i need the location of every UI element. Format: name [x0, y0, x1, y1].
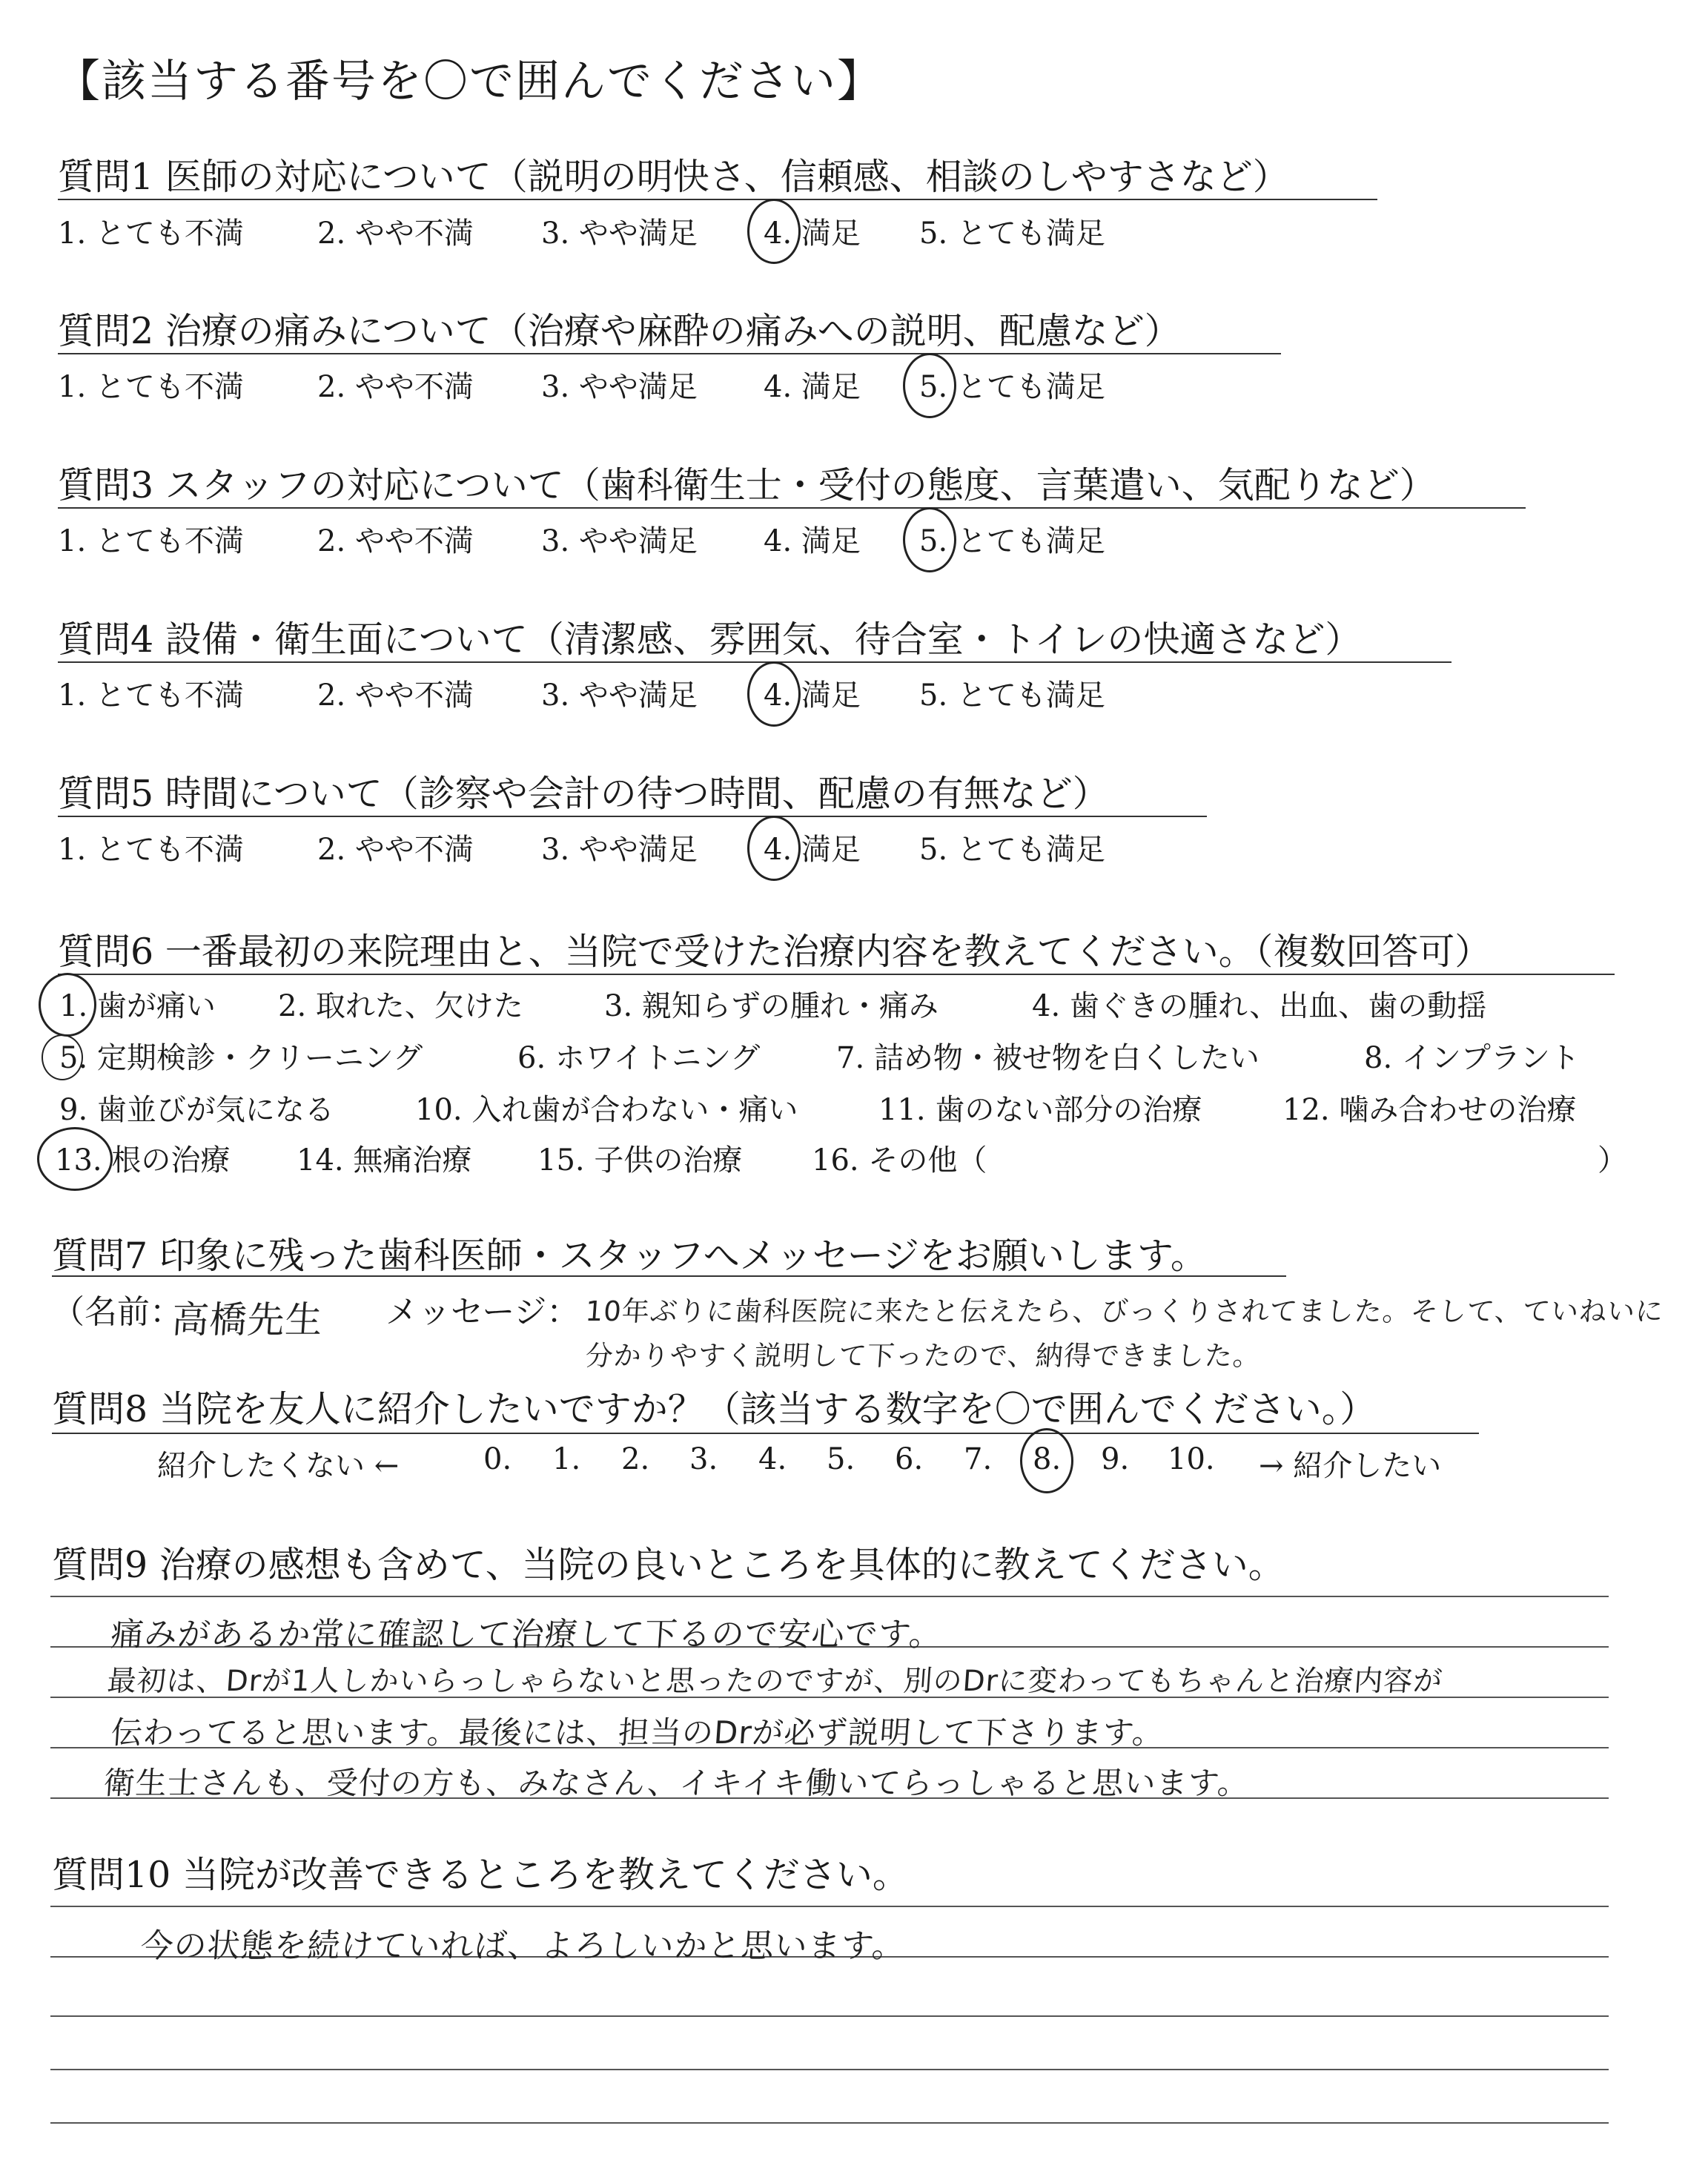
option[interactable]: 8. インプラント: [1364, 1041, 1580, 1075]
selection-circle: [747, 199, 801, 264]
selection-circle: [747, 816, 801, 881]
question-7-label: 質問7 印象に残った歯科医師・スタッフへメッセージをお願いします。: [52, 1235, 1207, 1277]
question-2-label: 質問2 治療の痛みについて（治療や麻酔の痛みへの説明、配慮など）: [58, 310, 1181, 352]
option[interactable]: 1. とても不満: [58, 217, 244, 251]
question-4-label: 質問4 設備・衛生面について（清潔感、雰囲気、待合室・トイレの快適さなど）: [58, 618, 1362, 661]
option[interactable]: 0.: [483, 1442, 512, 1476]
option[interactable]: 15. 子供の治療: [537, 1143, 743, 1178]
divider: [58, 199, 1377, 200]
option[interactable]: 5. とても満足: [919, 370, 1105, 404]
selection-circle: [39, 973, 96, 1037]
name-label: （名前：: [52, 1293, 182, 1331]
question-1-label: 質問1 医師の対応について（説明の明快さ、信頼感、相談のしやすさなど）: [58, 156, 1289, 198]
option[interactable]: 4. 満足: [764, 833, 861, 867]
answer-line: [50, 2122, 1609, 2124]
selection-circle: [903, 353, 956, 418]
answer-line: [50, 1906, 1609, 1907]
option[interactable]: 2. 取れた、欠けた: [278, 989, 523, 1023]
divider: [58, 353, 1281, 354]
selection-circle: [1020, 1428, 1073, 1493]
option[interactable]: 1. とても不満: [58, 678, 244, 713]
divider: [52, 1433, 1479, 1434]
answer-line: [50, 2069, 1609, 2070]
option[interactable]: 5. とても満足: [919, 678, 1105, 713]
answer-line: [50, 1596, 1609, 1597]
option[interactable]: 16. その他（: [812, 1143, 987, 1178]
option[interactable]: 2. やや不満: [317, 833, 474, 867]
selection-circle: [747, 661, 801, 727]
option[interactable]: 2. やや不満: [317, 370, 474, 404]
option[interactable]: 5. とても満足: [919, 833, 1105, 867]
scale-right-label: → 紹介したい: [1259, 1449, 1442, 1483]
option[interactable]: 11. 歯のない部分の治療: [878, 1093, 1202, 1127]
divider: [58, 816, 1207, 817]
divider: [58, 661, 1452, 663]
option[interactable]: 5. とても満足: [919, 217, 1105, 251]
option[interactable]: 10. 入れ歯が合わない・痛い: [415, 1093, 798, 1127]
option[interactable]: 7. 詰め物・被せ物を白くしたい: [836, 1041, 1260, 1075]
selection-circle: [42, 1034, 83, 1080]
question-3-label: 質問3 スタッフの対応について（歯科衛生士・受付の態度、言葉遣い、気配りなど）: [58, 464, 1436, 506]
option[interactable]: 1. とても不満: [58, 370, 244, 404]
answer-text[interactable]: 今の状態を続けていれば、よろしいかと思います。: [139, 1927, 907, 1965]
option[interactable]: 1. とても不満: [58, 833, 244, 867]
option[interactable]: 1. 歯が痛い: [59, 989, 216, 1023]
page-title: 【該当する番号を〇で囲んでください】: [56, 56, 883, 108]
name-value[interactable]: 高橋先生: [170, 1298, 325, 1341]
option[interactable]: 12. 噛み合わせの治療: [1282, 1093, 1577, 1127]
option[interactable]: 3.: [689, 1442, 718, 1476]
option[interactable]: 5. とても満足: [919, 524, 1105, 558]
divider: [58, 974, 1615, 975]
selection-circle: [903, 507, 956, 572]
scale-left-label: 紹介したくない ←: [157, 1449, 400, 1483]
option[interactable]: 3. やや満足: [541, 524, 698, 558]
option[interactable]: 4. 歯ぐきの腫れ、出血、歯の動揺: [1032, 989, 1487, 1023]
option[interactable]: 3. やや満足: [541, 833, 698, 867]
option[interactable]: 2. やや不満: [317, 678, 474, 713]
option[interactable]: 3. 親知らずの腫れ・痛み: [604, 989, 939, 1023]
option-bracket-close: ）: [1598, 1143, 1627, 1178]
answer-text[interactable]: 最初は、Drが1人しかいらっしゃらないと思ったのですが、別のDrに変わってもちゃんと治療内容が: [106, 1665, 1444, 1698]
option[interactable]: 1.: [552, 1442, 581, 1476]
option[interactable]: 6.: [895, 1442, 924, 1476]
option[interactable]: 13. 根の治療: [55, 1143, 231, 1178]
option[interactable]: 4. 満足: [764, 678, 861, 713]
message-line[interactable]: 分かりやすく説明して下ったので、納得できました。: [584, 1340, 1262, 1372]
question-10-label: 質問10 当院が改善できるところを教えてください。: [52, 1854, 909, 1896]
option[interactable]: 14. 無痛治療: [297, 1143, 472, 1178]
answer-text[interactable]: 衛生士さんも、受付の方も、みなさん、イキイキ働いてらっしゃると思います。: [102, 1765, 1251, 1801]
question-5-label: 質問5 時間について（診察や会計の待つ時間、配慮の有無など）: [58, 773, 1109, 815]
option[interactable]: 5.: [827, 1442, 855, 1476]
option[interactable]: 3. やや満足: [541, 217, 698, 251]
divider: [52, 1275, 1286, 1277]
question-6-label: 質問6 一番最初の来院理由と、当院で受けた治療内容を教えてください。（複数回答可）: [58, 931, 1492, 973]
option[interactable]: 4. 満足: [764, 524, 861, 558]
divider: [58, 507, 1526, 509]
question-8-label: 質問8 当院を友人に紹介したいですか？（該当する数字を〇で囲んでください。）: [52, 1388, 1377, 1430]
answer-text[interactable]: 痛みがあるか常に確認して治療して下るので安心です。: [109, 1616, 944, 1654]
option[interactable]: 2.: [621, 1442, 650, 1476]
message-line[interactable]: 10年ぶりに歯科医院に来たと伝えたら、びっくりされてました。そして、ていねいに: [584, 1295, 1665, 1327]
option[interactable]: 9.: [1101, 1442, 1130, 1476]
option[interactable]: 4. 満足: [764, 217, 861, 251]
option[interactable]: 5. 定期検診・クリーニング: [59, 1041, 423, 1075]
option[interactable]: 9. 歯並びが気になる: [59, 1093, 334, 1127]
option[interactable]: 3. やや満足: [541, 370, 698, 404]
answer-line: [50, 2015, 1609, 2017]
selection-circle: [37, 1127, 113, 1191]
option[interactable]: 4. 満足: [764, 370, 861, 404]
option[interactable]: 1. とても不満: [58, 524, 244, 558]
option[interactable]: 8.: [1033, 1442, 1062, 1476]
option[interactable]: 2. やや不満: [317, 217, 474, 251]
option[interactable]: 7.: [964, 1442, 993, 1476]
option[interactable]: 6. ホワイトニング: [517, 1041, 761, 1075]
option[interactable]: 2. やや不満: [317, 524, 474, 558]
option[interactable]: 10.: [1168, 1442, 1215, 1476]
question-9-label: 質問9 治療の感想も含めて、当院の良いところを具体的に教えてください。: [52, 1544, 1285, 1586]
message-label: メッセージ：: [385, 1293, 580, 1331]
answer-text[interactable]: 伝わってると思います。最後には、担当のDrが必ず説明して下さります。: [110, 1714, 1166, 1751]
option[interactable]: 3. やや満足: [541, 678, 698, 713]
option[interactable]: 4.: [758, 1442, 787, 1476]
